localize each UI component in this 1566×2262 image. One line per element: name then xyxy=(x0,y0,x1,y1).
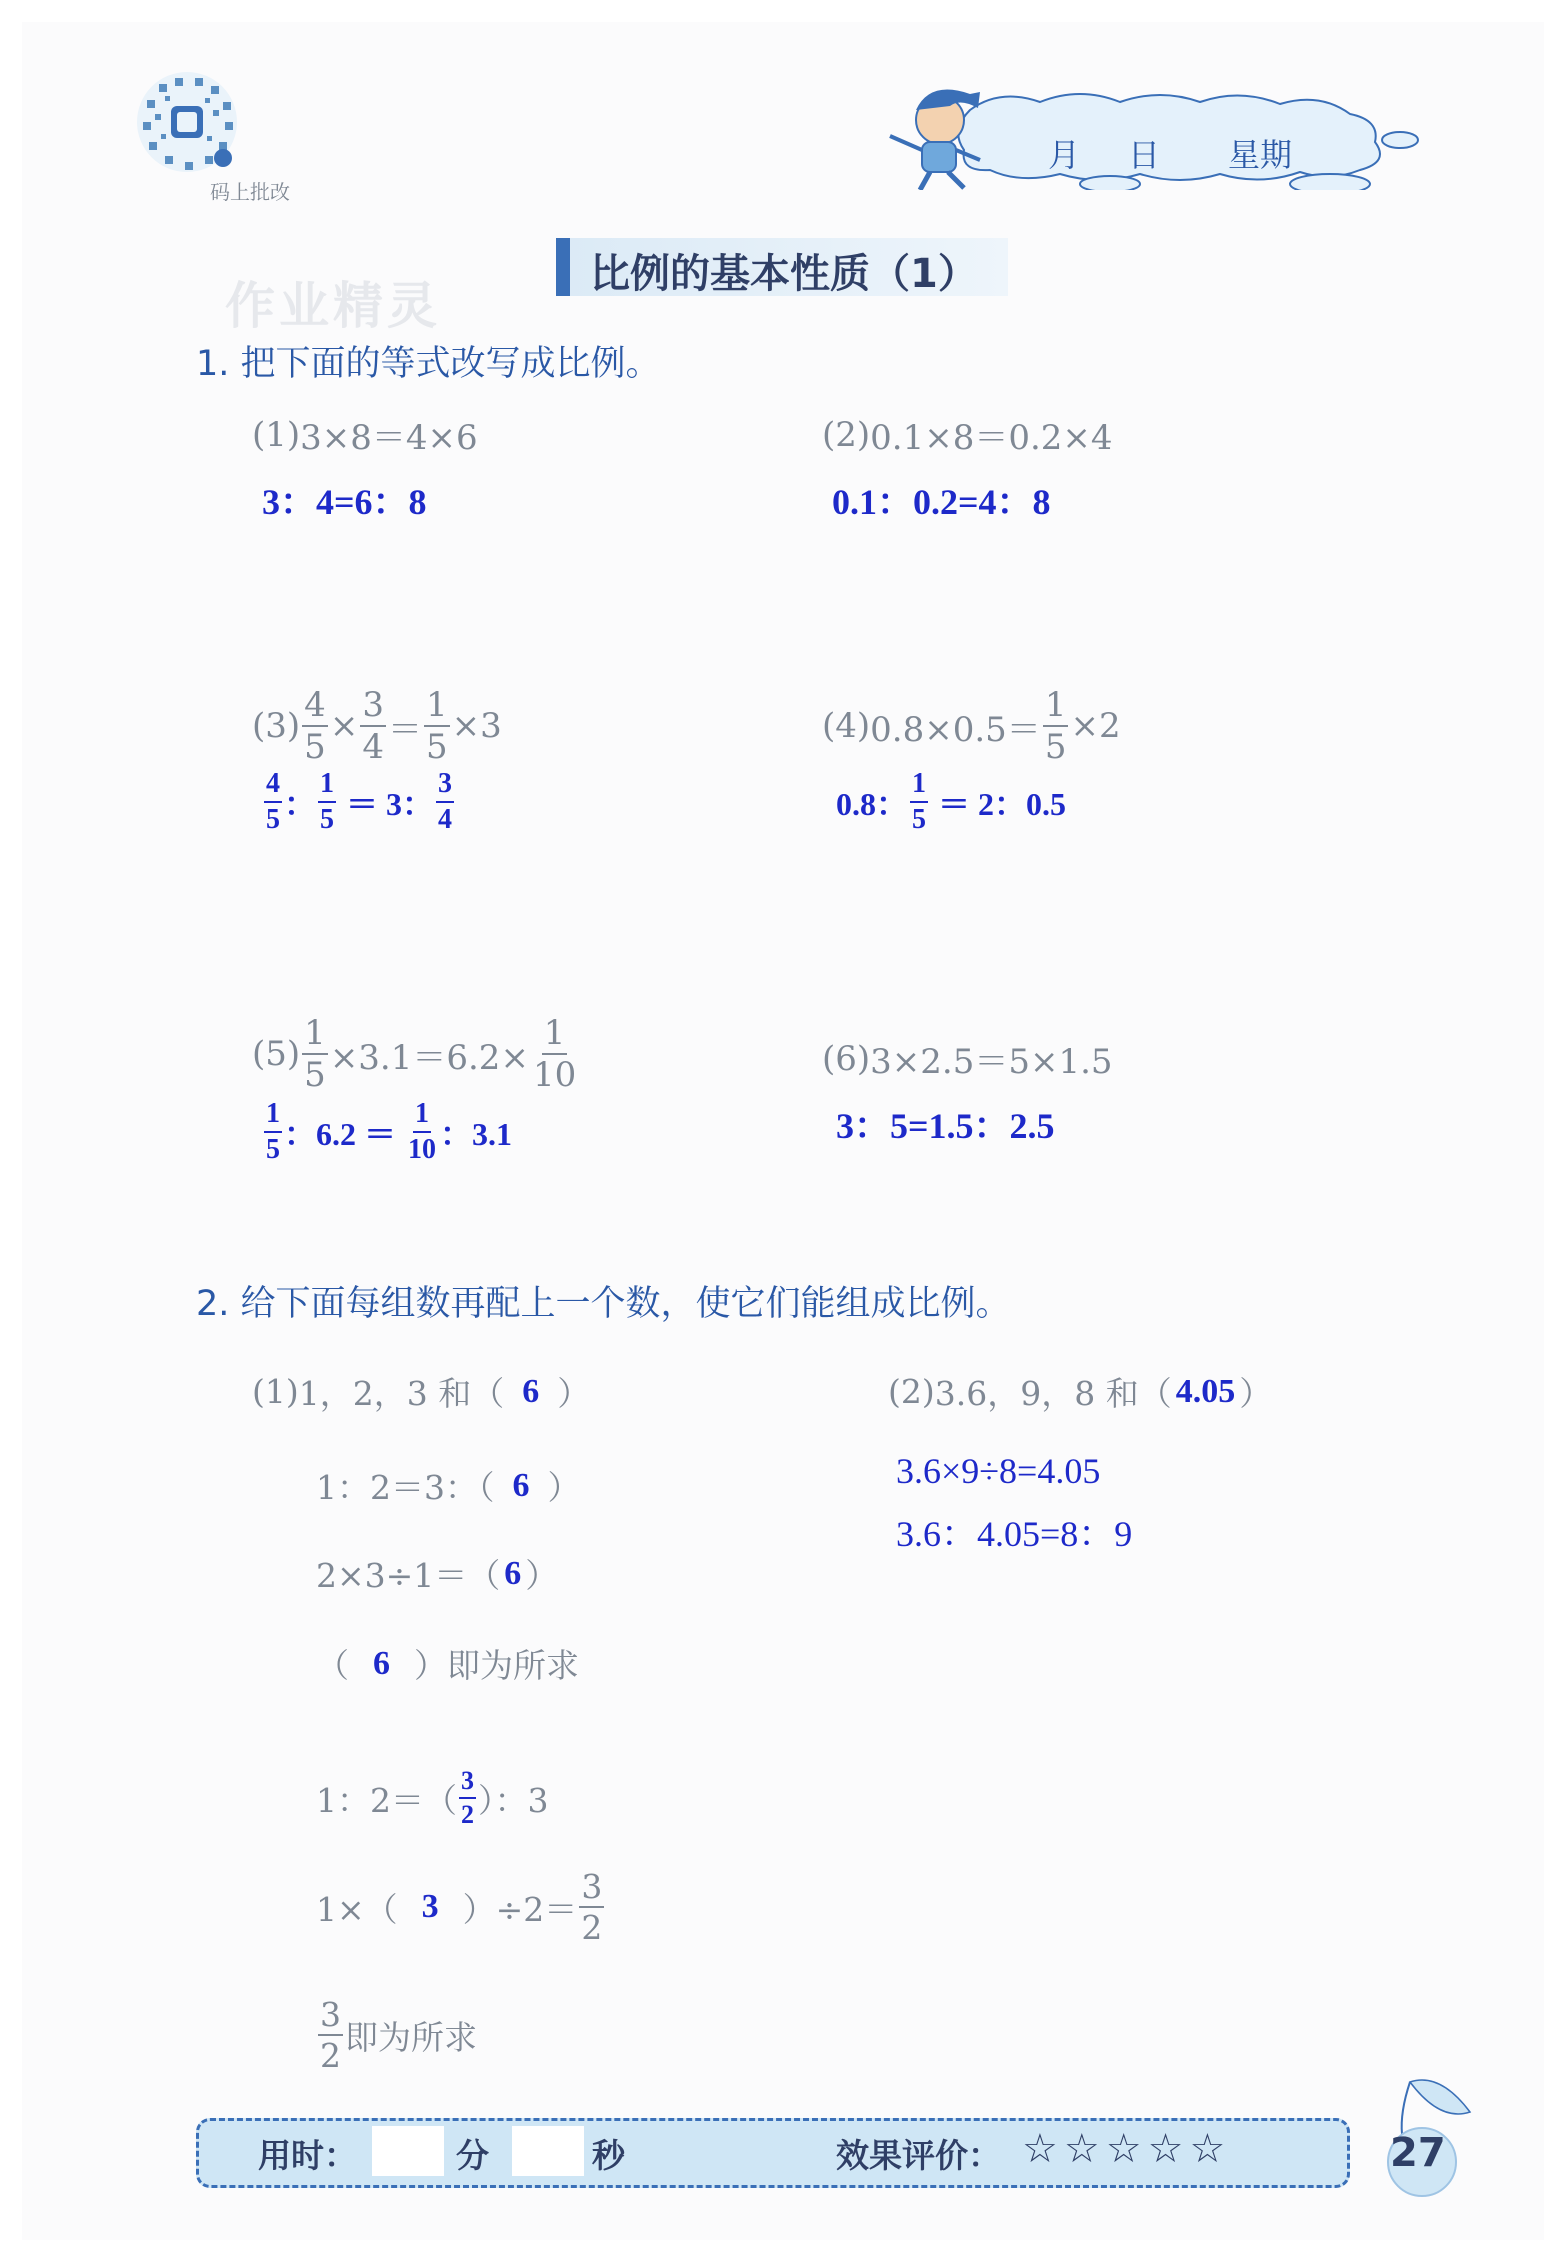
q2-part1-prompt: (1) 1，2，3 和（ 6 ） xyxy=(252,1372,591,1413)
item-number: (5) xyxy=(252,1034,301,1074)
q2-part1-line6: $\frac{3}{2}$ 即为所求 xyxy=(320,1995,477,2075)
q1-answer-6: 3：5=1.5：2.5 xyxy=(836,1106,1055,1146)
page-title: 比例的基本性质（1） xyxy=(590,251,978,297)
q2-part1-line3: （ 6 ）即为所求 xyxy=(316,1644,579,1685)
q1-label: 1. 把下面的等式改写成比例。 xyxy=(196,344,661,384)
item-number: (2) xyxy=(822,414,871,455)
item-number: (4) xyxy=(822,706,871,746)
q2-part1-line5: 1×（ 3 ）÷2＝ $\frac{3}{2}$ xyxy=(316,1867,603,1947)
equation: 3×2.5＝5×1.5 xyxy=(870,1042,1113,1082)
answer-fill: 4.05 xyxy=(1175,1372,1236,1410)
equation: 0.1×8＝0.2×4 xyxy=(870,418,1113,458)
q1-item-5: (5) $\frac{1}{5}$ ×3.1＝6.2× $\frac{1}{10}$ xyxy=(252,1013,577,1095)
watermark: 作业精灵 xyxy=(225,277,441,335)
q2-part1-line2: 2×3÷1＝（ 6 ） xyxy=(316,1554,559,1595)
time-label: 用时： xyxy=(258,2136,357,2175)
answer-fill: 6 xyxy=(504,1554,522,1592)
q1-item-1 xyxy=(252,410,478,459)
q1-item-3: (3) $\frac{4}{5}$ × $\frac{3}{4}$ ＝ $\frac{1}{5}$ ×3 xyxy=(252,685,502,767)
item-number: (3) xyxy=(252,706,301,746)
date-weekday-label: 星期 xyxy=(1228,136,1293,174)
q2-part1-line4: 1：2＝（ $\frac{3}{2}$ ）：3 xyxy=(316,1766,549,1829)
answer-fill: 6 xyxy=(373,1644,390,1682)
q1-item-4: (4) 0.8×0.5＝ $\frac{1}{5}$ ×2 xyxy=(822,685,1121,767)
title-bar-mark xyxy=(556,238,570,296)
time-box-seconds xyxy=(512,2126,584,2176)
q1-answer-1: 3：4=6：8 xyxy=(262,482,427,522)
evaluation-label: 效果评价： xyxy=(836,2136,1001,2175)
page-number: 27 xyxy=(1390,2130,1446,2176)
q1-answer-2: 0.1：0.2=4：8 xyxy=(832,482,1051,522)
fraction: $\frac{1}{10}$ xyxy=(532,1013,577,1095)
fraction: $\frac{1}{5}$ xyxy=(304,1013,326,1095)
q2-part2-work1: 3.6×9÷8=4.05 xyxy=(896,1451,1101,1491)
date-day-label: 日 xyxy=(1128,136,1161,174)
q2-label: 2. 给下面每组数再配上一个数，使它们能组成比例。 xyxy=(196,1284,1011,1324)
fraction: $\frac{4}{5}$ xyxy=(304,685,326,767)
fraction: $\frac{3}{4}$ xyxy=(362,685,384,767)
fraction: $\frac{1}{5}$ xyxy=(425,685,448,767)
answer-fill: 3 xyxy=(421,1888,439,1925)
equation: 3×8＝4×6 xyxy=(300,418,478,458)
time-box-minutes xyxy=(372,2126,444,2176)
q1-answer-3: $\frac{4}{5}$ ： $\frac{1}{5}$ ＝ 3： $\frac{3}{4}$ xyxy=(266,768,453,835)
q1-item-6 xyxy=(822,1034,1113,1083)
rating-stars[interactable]: ☆☆☆☆☆ xyxy=(1022,2126,1232,2172)
seconds-label: 秒 xyxy=(592,2136,625,2175)
q2-part2-prompt: (2) 3.6，9，8 和（ 4.05 ） xyxy=(888,1372,1273,1413)
fraction: $\frac{1}{5}$ xyxy=(1044,685,1067,767)
answer-fill: 6 xyxy=(512,1466,530,1504)
q1-answer-4: 0.8： $\frac{1}{5}$ ＝ 2：0.5 xyxy=(836,768,1067,835)
q2-part2-work2: 3.6：4.05=8：9 xyxy=(896,1514,1133,1554)
item-number: (1) xyxy=(252,414,301,455)
item-number: (6) xyxy=(822,1038,871,1079)
qr-caption: 码上批改 xyxy=(210,180,290,204)
date-month-label: 月 xyxy=(1048,136,1081,174)
q1-answer-5: $\frac{1}{5}$ ：6.2 ＝ $\frac{1}{10}$ ：3.1 xyxy=(266,1098,513,1165)
answer-fill: 6 xyxy=(522,1372,540,1410)
q1-item-2 xyxy=(822,410,1113,459)
q2-part1-line1: 1：2＝3：（ 6 ） xyxy=(316,1466,581,1507)
qr-code xyxy=(135,70,240,175)
minutes-label: 分 xyxy=(456,2136,489,2175)
